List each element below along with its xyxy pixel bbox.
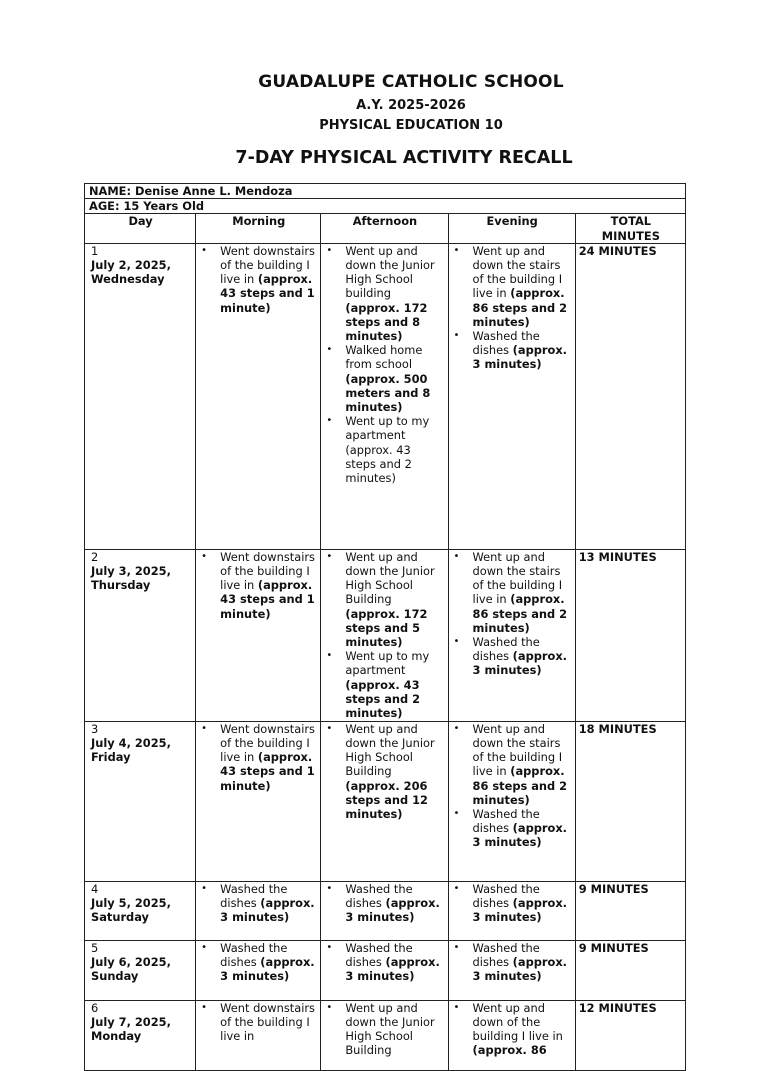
evening-activity-list [453, 244, 572, 372]
morning-cell [196, 940, 321, 1000]
morning-cell [196, 243, 321, 549]
activity-detail: (approx. 86 steps and 2 minutes) [472, 592, 568, 635]
day-date: July 6, 2025, Sunday [91, 955, 171, 984]
activity-detail: (approx. 3 minutes) [472, 343, 567, 372]
day-cell [85, 243, 196, 549]
activity-detail: (approx. 3 minutes) [472, 955, 567, 984]
activity-text: Went downstairs of the building I live in [220, 243, 315, 287]
activity-text: Washed the dishes [472, 881, 540, 911]
afternoon-cell [321, 1000, 448, 1070]
afternoon-cell [321, 721, 448, 881]
evening-activity-list [453, 550, 572, 678]
day-number: 3 [91, 721, 99, 736]
activity-text: Went up and down of the building I live in [472, 1000, 563, 1044]
activity-item [325, 414, 444, 485]
activity-item [325, 941, 444, 984]
afternoon-activity-list [325, 244, 444, 485]
day-cell [85, 549, 196, 721]
day-cell [85, 881, 196, 940]
day-date: July 4, 2025, Friday [91, 736, 171, 765]
activity-detail: (approx. 86 [472, 1043, 547, 1058]
activity-item [453, 722, 572, 807]
evening-cell [448, 549, 575, 721]
activity-text: Went downstairs of the building I live in [220, 549, 315, 593]
activity-text: Went up and down the Junior High School building [345, 243, 435, 301]
age-row [85, 199, 686, 214]
activity-text: Washed the dishes [472, 635, 540, 664]
column-header-row [85, 214, 686, 243]
activity-detail: (approx. 43 steps and 1 minute) [220, 578, 315, 621]
afternoon-cell [321, 243, 448, 549]
day-date: July 7, 2025, Monday [91, 1015, 171, 1044]
day-number: 6 [91, 1000, 99, 1015]
activity-text: Washed the dishes [220, 881, 288, 911]
activity-detail: (approx. 3 minutes) [345, 955, 440, 984]
evening-activity-list [453, 941, 572, 984]
activity-detail: (approx. 43 steps and 1 minute) [220, 750, 315, 793]
activity-item [453, 329, 572, 372]
activity-detail: (approx. 3 minutes) [220, 896, 315, 925]
total-minutes: 18 MINUTES [575, 721, 685, 881]
evening-cell [448, 243, 575, 549]
morning-activity-list [200, 550, 317, 621]
morning-activity-list [200, 941, 317, 984]
activity-item [325, 244, 444, 343]
activity-item [200, 550, 317, 621]
afternoon-cell [321, 881, 448, 940]
activity-item [453, 807, 572, 850]
activity-detail: (approx. 172 steps and 5 minutes) [345, 606, 428, 650]
activity-detail: (approx. 172 steps and 8 minutes) [345, 300, 428, 344]
total-minutes: 9 MINUTES [575, 881, 685, 940]
activity-text: Went up and down the Junior High School Building [345, 721, 435, 779]
activity-item [453, 550, 572, 635]
day-date: July 3, 2025, Thursday [91, 564, 171, 593]
activity-detail: (approx. 86 steps and 2 minutes) [472, 286, 568, 329]
activity-item [200, 941, 317, 984]
evening-activity-list [453, 1001, 572, 1058]
afternoon-activity-list [325, 550, 444, 720]
activity-text: Washed the dishes [472, 807, 540, 836]
activity-text: Washed the dishes [345, 881, 413, 911]
activity-detail: (approx. 43 steps and 2 minutes) [345, 677, 421, 721]
activity-text: Went up and down the Junior High School Building [345, 1000, 435, 1058]
activity-detail: (approx. 3 minutes) [345, 896, 440, 925]
evening-activity-list [453, 722, 572, 850]
activity-item [453, 1001, 572, 1058]
day-cell [85, 1000, 196, 1070]
activity-item [200, 1001, 317, 1044]
col-header-day: Day [85, 214, 196, 243]
afternoon-cell [321, 940, 448, 1000]
morning-activity-list [200, 1001, 317, 1044]
morning-activity-list [200, 244, 317, 315]
day-number: 1 [91, 243, 99, 258]
day-date: July 2, 2025, Wednesday [91, 258, 171, 287]
activity-text: Went up and down the stairs of the building I live in [472, 549, 563, 607]
table-row [85, 1000, 686, 1070]
evening-cell [448, 881, 575, 940]
activity-detail: (approx. 86 steps and 2 minutes) [472, 764, 568, 807]
activity-detail: (approx. 206 steps and 12 minutes) [345, 778, 428, 822]
activity-detail: (approx. 3 minutes) [472, 821, 567, 850]
activity-recall-table [84, 183, 686, 1071]
activity-text: Went downstairs of the building I live in [220, 1000, 315, 1044]
afternoon-activity-list [325, 1001, 444, 1058]
col-header-morning: Morning [196, 214, 321, 243]
activity-item [453, 882, 572, 925]
subject-name: PHYSICAL EDUCATION 10 [319, 118, 503, 133]
activity-text: Walked home from school [345, 343, 423, 372]
evening-cell [448, 940, 575, 1000]
activity-item [200, 882, 317, 925]
day-number: 4 [91, 881, 99, 896]
activity-item [453, 635, 572, 678]
afternoon-activity-list [325, 882, 444, 925]
activity-text: Went up to my apartment (approx. 43 steps and 2 minutes) [345, 414, 430, 486]
col-header-afternoon: Afternoon [321, 214, 448, 243]
activity-detail: (approx. 500 meters and 8 minutes) [345, 371, 431, 415]
activity-item [325, 343, 444, 414]
activity-detail: (approx. 3 minutes) [472, 649, 567, 678]
table-row [85, 243, 686, 549]
day-number: 2 [91, 549, 99, 564]
academic-year: A.Y. 2025-2026 [356, 98, 466, 113]
activity-text: Went up and down the stairs of the building I live in [472, 721, 563, 779]
day-cell [85, 721, 196, 881]
total-minutes: 13 MINUTES [575, 549, 685, 721]
morning-cell [196, 1000, 321, 1070]
activity-item [325, 649, 444, 720]
evening-cell [448, 721, 575, 881]
activity-detail: (approx. 3 minutes) [220, 955, 315, 984]
activity-item [200, 244, 317, 315]
morning-cell [196, 721, 321, 881]
day-cell [85, 940, 196, 1000]
total-minutes: 9 MINUTES [575, 940, 685, 1000]
afternoon-activity-list [325, 941, 444, 984]
table-row [85, 940, 686, 1000]
activity-item [325, 882, 444, 925]
col-header-evening: Evening [448, 214, 575, 243]
morning-activity-list [200, 882, 317, 925]
afternoon-cell [321, 549, 448, 721]
col-header-total: TOTAL MINUTES [575, 214, 685, 243]
morning-activity-list [200, 722, 317, 793]
activity-text: Went up and down the stairs of the building I live in [472, 243, 563, 301]
day-number: 5 [91, 940, 99, 955]
activity-item [453, 941, 572, 984]
activity-item [325, 722, 444, 821]
evening-cell [448, 1000, 575, 1070]
activity-text: Went up and down the Junior High School Building [345, 549, 435, 607]
activity-text: Washed the dishes [472, 940, 540, 970]
table-row [85, 881, 686, 940]
document-title: 7-DAY PHYSICAL ACTIVITY RECALL [235, 148, 573, 168]
school-name: GUADALUPE CATHOLIC SCHOOL [258, 72, 564, 92]
total-minutes: 24 MINUTES [575, 243, 685, 549]
student-age: AGE: 15 Years Old [85, 199, 686, 214]
activity-item [453, 244, 572, 329]
total-minutes: 12 MINUTES [575, 1000, 685, 1070]
table-row [85, 721, 686, 881]
activity-detail: (approx. 43 steps and 1 minute) [220, 272, 315, 315]
day-rows [85, 243, 686, 1070]
morning-cell [196, 549, 321, 721]
activity-text: Washed the dishes [220, 940, 288, 970]
student-name: NAME: Denise Anne L. Mendoza [85, 184, 686, 199]
evening-activity-list [453, 882, 572, 925]
day-date: July 5, 2025, Saturday [91, 896, 171, 925]
activity-item [200, 722, 317, 793]
activity-text: Went up to my apartment [345, 649, 430, 678]
activity-item [325, 1001, 444, 1058]
activity-text: Washed the dishes [472, 329, 540, 358]
activity-text: Went downstairs of the building I live in [220, 721, 315, 765]
activity-item [325, 550, 444, 649]
activity-detail: (approx. 3 minutes) [472, 896, 567, 925]
afternoon-activity-list [325, 722, 444, 821]
name-row [85, 184, 686, 199]
table-row [85, 549, 686, 721]
morning-cell [196, 881, 321, 940]
activity-text: Washed the dishes [345, 940, 413, 970]
